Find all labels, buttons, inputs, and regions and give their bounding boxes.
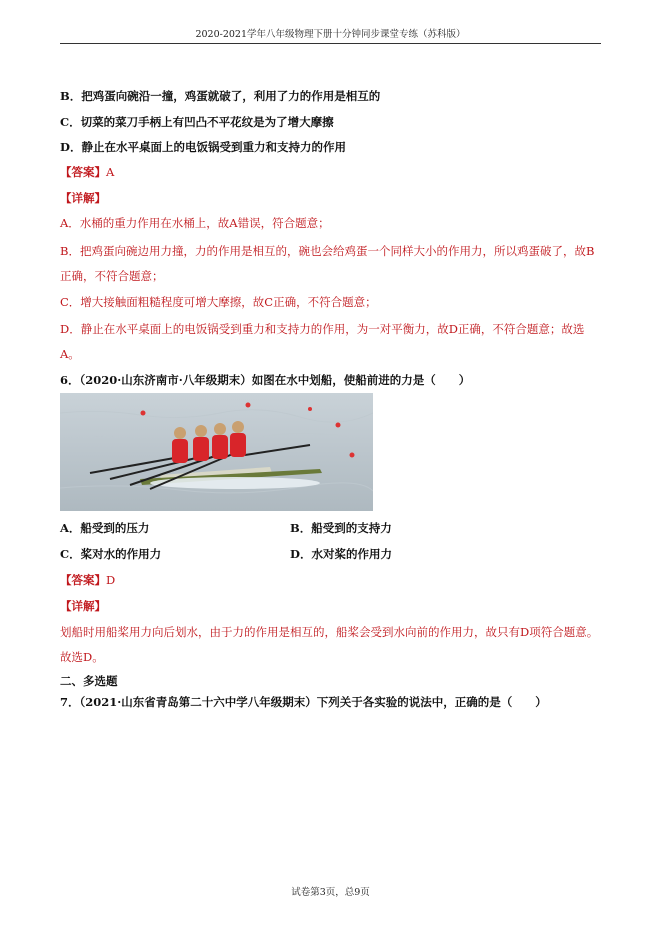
answer-value: A bbox=[106, 165, 115, 179]
q6-explain-line: 故选D。 bbox=[60, 650, 104, 664]
q5-explain-line: A．水桶的重力作用在水桶上，故A错误，符合题意； bbox=[60, 216, 330, 230]
q5-explain-line: A。 bbox=[60, 347, 80, 361]
q5-explain-line: D．静止在水平桌面上的电饭锅受到重力和支持力的作用，为一对平衡力，故D正确，不符合题意；故选 bbox=[60, 322, 585, 336]
q5-explain-tag: 【详解】 bbox=[60, 191, 106, 205]
q5-explain-line: B．把鸡蛋向碗边用力撞，力的作用是相互的，碗也会给鸡蛋一个同样大小的作用力，所以鸡蛋破了，故B bbox=[60, 244, 595, 258]
q5-option-d: D．静止在水平桌面上的电饭锅受到重力和支持力的作用 bbox=[60, 140, 346, 154]
q6-option-b: B．船受到的支持力 bbox=[290, 521, 392, 535]
q5-option-c: C．切菜的菜刀手柄上有凹凸不平花纹是为了增大摩擦 bbox=[60, 115, 334, 129]
rowing-boat-image bbox=[60, 393, 373, 511]
q6-option-a: A．船受到的压力 bbox=[60, 521, 150, 535]
page-footer: 试卷第3页，总9页 bbox=[291, 887, 370, 898]
header-rule bbox=[60, 43, 601, 44]
q6-option-d: D．水对桨的作用力 bbox=[290, 547, 392, 561]
q5-explain-line: C．增大接触面粗糙程度可增大摩擦，故C正确，不符合题意； bbox=[60, 295, 377, 309]
answer-value: D bbox=[106, 573, 116, 587]
q7-stem: 7．（2021·山东省青岛第二十六中学八年级期末）下列关于各实验的说法中，正确的是（ ） bbox=[60, 695, 547, 709]
q5-answer bbox=[60, 164, 114, 180]
q6-stem: 6．（2020·山东济南市·八年级期末）如图在水中划船，使船前进的力是（ ） bbox=[60, 373, 471, 387]
q6-option-c: C．桨对水的作用力 bbox=[60, 547, 162, 561]
q5-option-b: B．把鸡蛋向碗沿一撞，鸡蛋就破了，利用了力的作用是相互的 bbox=[60, 89, 381, 103]
answer-tag: 【答案】 bbox=[60, 573, 106, 587]
q6-explain-tag: 【详解】 bbox=[60, 599, 106, 613]
answer-tag: 【答案】 bbox=[60, 165, 106, 179]
rowing-boat-photo bbox=[60, 393, 373, 511]
section-title: 二、多选题 bbox=[60, 674, 118, 688]
q6-answer bbox=[60, 572, 115, 588]
q6-explain-line: 划船时用船桨用力向后划水，由于力的作用是相互的，船桨会受到水向前的作用力，故只有D项符合题意。 bbox=[60, 625, 599, 639]
q5-explain-line: 正确，不符合题意； bbox=[60, 269, 164, 283]
page-header: 2020-2021学年八年级物理下册十分钟同步课堂专练（苏科版） bbox=[195, 29, 466, 40]
